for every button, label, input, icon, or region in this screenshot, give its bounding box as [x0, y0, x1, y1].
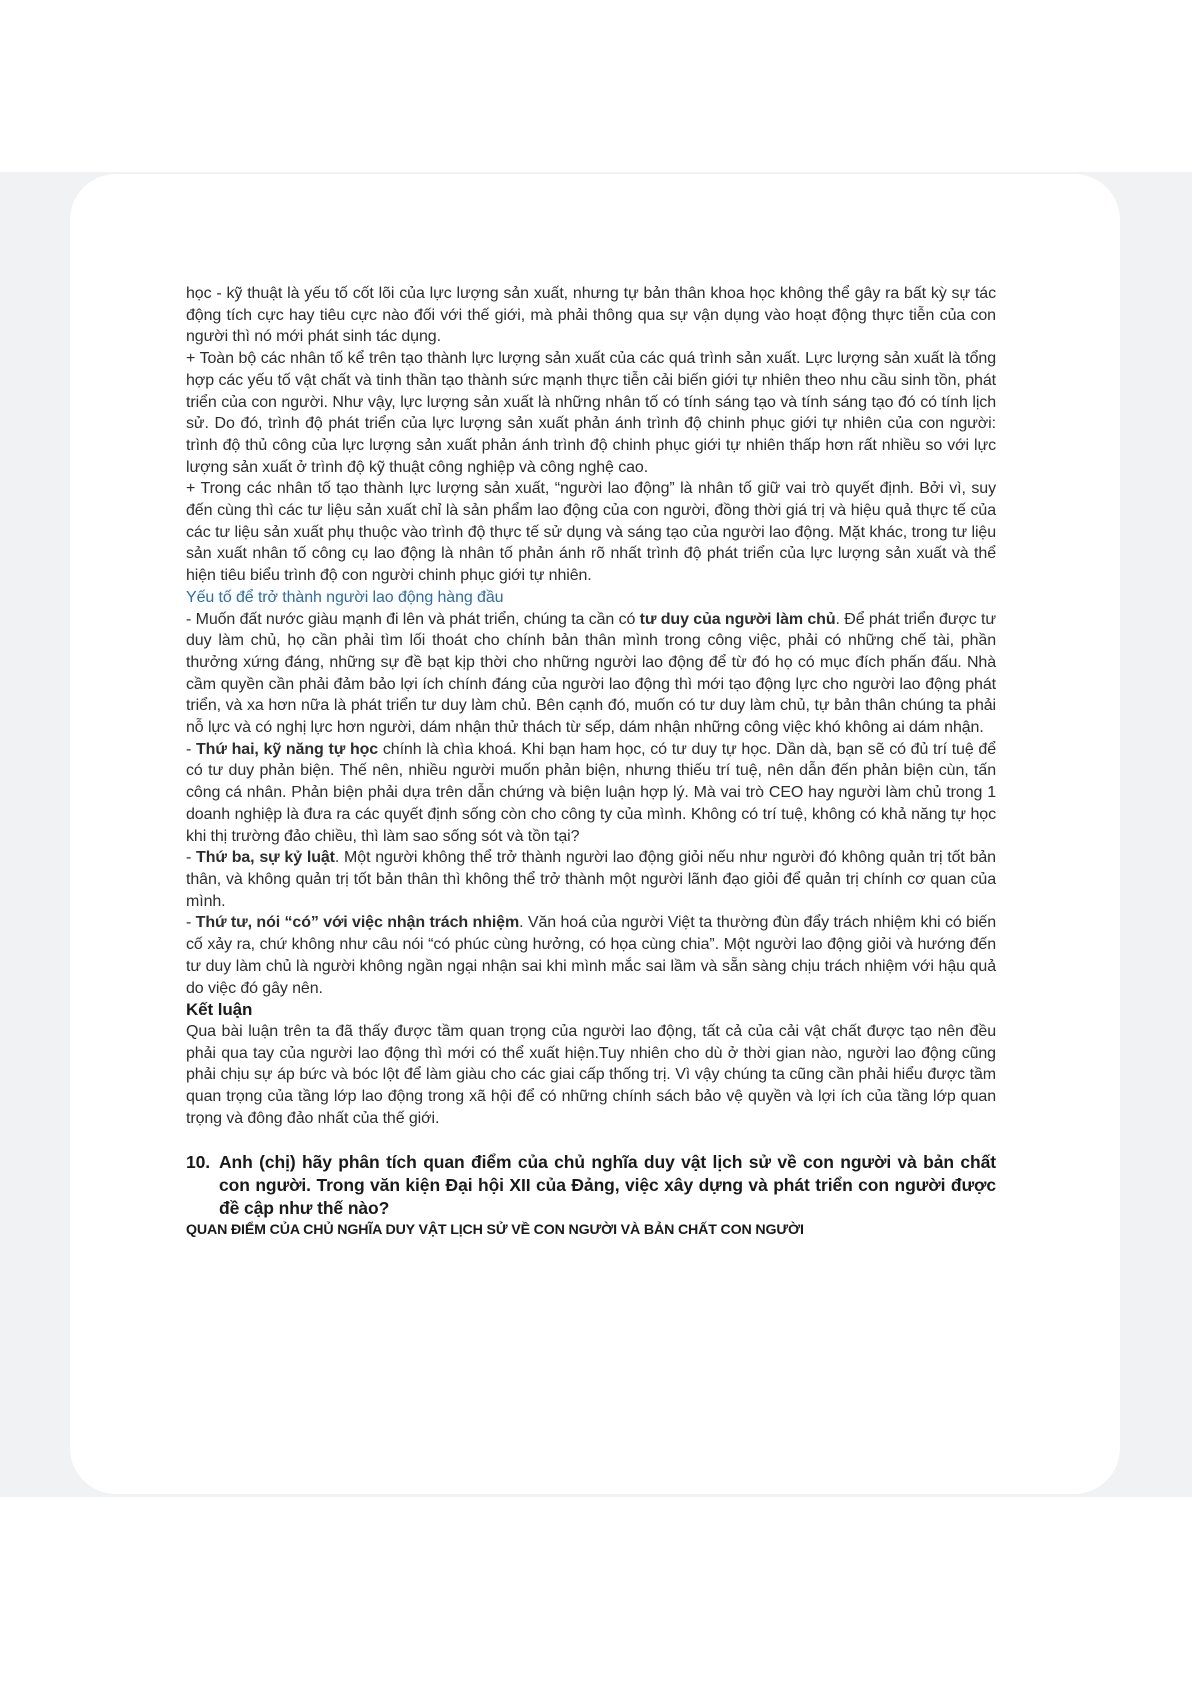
question-text: Anh (chị) hãy phân tích quan điểm của chủ nghĩa duy vật lịch sử về con người và bản chất con người. Trong văn kiện Đại hội XII của Đảng, việc xây dựng và phát triển con người được đề cập như thế nào? — [219, 1152, 996, 1219]
paragraph-3: + Trong các nhân tố tạo thành lực lượng sản xuất, “người lao động” là nhân tố giữ vai trò quyết định. Bởi vì, suy đến cùng thì các tư liệu sản xuất chỉ là sản phẩm lao động của con người, đồng thời giá trị và hiệu quả thực tế của các tư liệu sản xuất phụ thuộc vào trình độ thực tế sử dụng và sáng tạo của người lao động. Mặt khác, trong tư liệu sản xuất nhân tố công cụ lao động là nhân tố phản ánh rõ nhất trình độ phát triển của lực lượng sản xuất và thể hiện tiêu biểu trình độ con người chinh phục giới tự nhiên. — [186, 480, 996, 585]
paragraph-5-emphasis: Thứ hai, kỹ năng tự học — [196, 740, 379, 758]
paragraph-6 — [186, 847, 996, 912]
paragraph-8: Qua bài luận trên ta đã thấy được tầm quan trọng của người lao động, tất cả của cải vật chất được tạo nên đều phải qua tay của người lao động thì mới có thể xuất hiện.Tuy nhiên cho dù ở thời gian nào, người lao động cũng phải chịu sự áp bức và bóc lột để làm giàu cho các giai cấp thống trị. Vì vậy chúng ta cũng cần phải hiểu được tầm quan trọng của tầng lớp lao động trong xã hội để có những chính sách bảo vệ quyền và lợi ích của tầng lớp quan trọng và đông đảo nhất của thế giới. — [186, 1022, 996, 1127]
paragraph-5-body: chính là chìa khoá. Khi bạn ham học, có tư duy tự học. Dần dà, bạn sẽ có đủ trí tuệ để có tư duy phản biện. Thế nên, nhiều người muốn phản biện, nhưng thiếu trí tuệ, nên dẫn đến phản biện cùn, tấn công cá nhân. Phản biện phải dựa trên dẫn chứng và biện luận hợp lý. Mà vai trò CEO hay người làm chủ trong 1 doanh nghiệp là đưa ra các quyết định sống còn cho công ty của mình. Không có trí tuệ, không có khả năng tự học khi thị trường đảo chiều, thì làm sao sống sót và tồn tại? — [186, 740, 997, 845]
paragraph-4-lead: - Muốn đất nước giàu mạnh đi lên và phát triển, chúng ta cần có — [186, 610, 640, 628]
paragraph-6-lead: - — [186, 849, 197, 867]
paragraph-1: học - kỹ thuật là yếu tố cốt lõi của lực lượng sản xuất, nhưng tự bản thân khoa học không thể gây ra bất kỳ sự tác động tích cực hay tiêu cực nào đối với thế giới, mà phải thông qua sự vận dụng vào hoạt động thực tiễn của con người thì nó mới phát sinh tác dụng. — [186, 285, 996, 346]
paragraph-6-emphasis: Thứ ba, sự kỷ luật — [196, 849, 335, 867]
section-heading-conclusion: Kết luận — [186, 1000, 253, 1020]
question-10 — [186, 1151, 996, 1220]
section-heading-top-worker-factors: Yếu tố để trở thành người lao động hàng đầu — [186, 588, 504, 606]
paragraph-7-body: . Văn hoá của người Việt ta thường đùn đẩy trách nhiệm khi có biến cố xảy ra, chứ không như câu nói “có phúc cùng hưởng, có họa cùng chia”. Một người lao động giỏi và hướng đến tư duy làm chủ là người không ngần ngại nhận sai khi mình mắc sai lầm và sẵn sàng chịu trách nhiệm với hậu quả do việc đó gây nên. — [186, 914, 997, 997]
question-number: 10. — [186, 1152, 211, 1173]
paragraph-2: + Toàn bộ các nhân tố kể trên tạo thành lực lượng sản xuất của các quá trình sản xuất. Lực lượng sản xuất là tổng hợp các yếu tố vật chất và tinh thần tạo thành sức mạnh thực tiễn cải biến giới tự nhiên theo nhu cầu sinh tồn, phát triển của con người. Như vậy, lực lượng sản xuất là những nhân tố có tính sáng tạo và tính sáng tạo đó có tính lịch sử. Do đó, trình độ phát triển của lực lượng sản xuất phản ánh trình độ chinh phục giới tự nhiên của con người: trình độ thủ công của lực lượng sản xuất phản ánh trình độ chinh phục giới tự nhiên thấp hơn rất nhiều so với lực lượng sản xuất ở trình độ kỹ thuật công nghiệp và công nghệ cao. — [186, 350, 996, 476]
paragraph-6-body: . Một người không thể trở thành người lao động giỏi nếu như người đó không quản trị tốt bản thân, và không quản trị tốt bản thân thì không thể trở thành một người lãnh đạo giỏi để quản trị chính cơ quan của mình. — [186, 849, 996, 910]
paragraph-5-lead: - — [186, 740, 196, 758]
paragraph-7-lead: - — [186, 914, 196, 932]
paragraph-4 — [186, 609, 996, 739]
paragraph-5 — [186, 739, 996, 848]
document-content — [186, 283, 996, 1240]
paragraph-4-body: . Để phát triển được tư duy làm chủ, họ cần phải tìm lối thoát cho chính bản thân mình trong công việc, phải có những chế tài, phần thưởng xứng đáng, những sự đề bạt kịp thời cho những người lao động để từ đó họ có mục đích phấn đấu. Nhà cầm quyền cần phải đảm bảo lợi ích chính đáng của người lao động thì mới tạo động lực cho người lao động phát triển, và xa hơn nữa là phát triển tư duy làm chủ. Bên cạnh đó, muốn có tư duy làm chủ, tự bản thân chúng ta phải nỗ lực và có nghị lực hơn người, dám nhận thử thách từ sếp, dám nhận những công việc khó không ai dám nhận. — [186, 610, 997, 737]
paragraph-7-emphasis: Thứ tư, nói “có” với việc nhận trách nhiệm — [195, 914, 520, 932]
caps-heading: QUAN ĐIỂM CỦA CHỦ NGHĨA DUY VẬT LỊCH SỬ VỀ CON NGƯỜI VÀ BẢN CHẤT CON NGƯỜI — [186, 1222, 804, 1239]
paragraph-7 — [186, 912, 996, 999]
paragraph-4-emphasis: tư duy của người làm chủ — [639, 610, 836, 628]
